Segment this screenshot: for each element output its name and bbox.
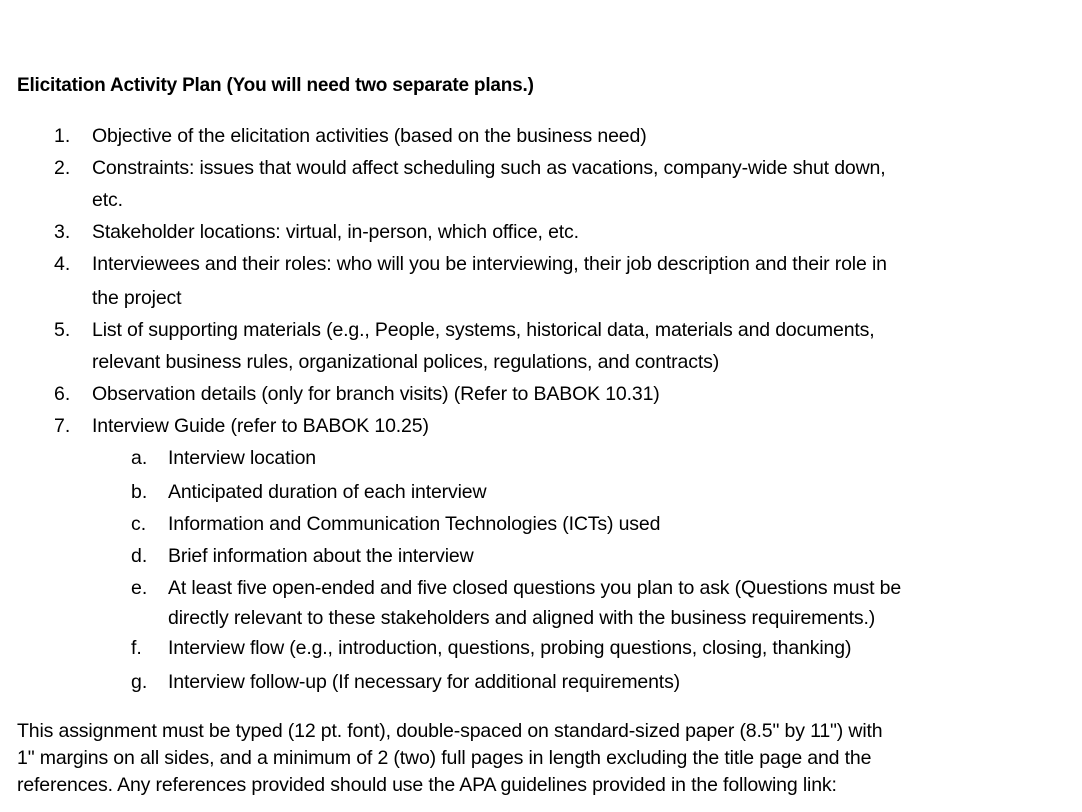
- list-item-stakeholder-locations: Stakeholder locations: virtual, in-person, which office, etc.: [92, 221, 579, 243]
- list-item-observation: Observation details (only for branch visits) (Refer to BABOK 10.31): [92, 383, 660, 405]
- sub-item-questions: At least five open-ended and five closed questions you plan to ask (Questions must be: [168, 577, 902, 599]
- list-item-constraints-cont: etc.: [92, 189, 123, 211]
- list-item-objective: Objective of the elicitation activities (based on the business need): [92, 125, 647, 147]
- sub-list-marker: c.: [131, 513, 147, 535]
- paragraph-line: 1" margins on all sides, and a minimum of 2 (two) full pages in length excluding the title page and the: [17, 747, 872, 769]
- sub-list-marker: b.: [131, 481, 148, 503]
- list-item-interview-guide: Interview Guide (refer to BABOK 10.25): [92, 415, 429, 437]
- list-marker: 4.: [54, 253, 71, 275]
- list-item-constraints: Constraints: issues that would affect scheduling such as vacations, company-wide shut down,: [92, 157, 886, 179]
- sub-item-duration: Anticipated duration of each interview: [168, 481, 487, 503]
- paragraph-line: references. Any references provided should use the APA guidelines provided in the following link:: [17, 774, 837, 796]
- sub-item-flow: Interview flow (e.g., introduction, questions, probing questions, closing, thanking): [168, 637, 852, 659]
- paragraph-line: This assignment must be typed (12 pt. font), double-spaced on standard-sized paper (8.5" by 11") with: [17, 720, 883, 742]
- list-marker: 5.: [54, 319, 71, 341]
- sub-list-marker: f.: [131, 637, 142, 659]
- sub-item-icts: Information and Communication Technologies (ICTs) used: [168, 513, 661, 535]
- sub-list-marker: e.: [131, 577, 148, 599]
- document-heading: Elicitation Activity Plan (You will need two separate plans.): [17, 75, 534, 96]
- list-marker: 2.: [54, 157, 71, 179]
- list-marker: 3.: [54, 221, 71, 243]
- list-item-interviewees: Interviewees and their roles: who will you be interviewing, their job description and their role in: [92, 253, 887, 275]
- list-marker: 7.: [54, 415, 71, 437]
- list-item-supporting-materials: List of supporting materials (e.g., People, systems, historical data, materials and documents,: [92, 319, 875, 341]
- sub-list-marker: a.: [131, 447, 148, 469]
- list-item-interviewees-cont: the project: [92, 287, 182, 309]
- sub-item-brief-info: Brief information about the interview: [168, 545, 474, 567]
- sub-item-questions-cont: directly relevant to these stakeholders and aligned with the business requirements.): [168, 607, 876, 629]
- sub-list-marker: g.: [131, 671, 148, 693]
- list-marker: 6.: [54, 383, 71, 405]
- sub-item-location: Interview location: [168, 447, 316, 469]
- list-marker: 1.: [54, 125, 71, 147]
- list-item-supporting-materials-cont: relevant business rules, organizational polices, regulations, and contracts): [92, 351, 720, 373]
- sub-list-marker: d.: [131, 545, 148, 567]
- sub-item-follow-up: Interview follow-up (If necessary for additional requirements): [168, 671, 681, 693]
